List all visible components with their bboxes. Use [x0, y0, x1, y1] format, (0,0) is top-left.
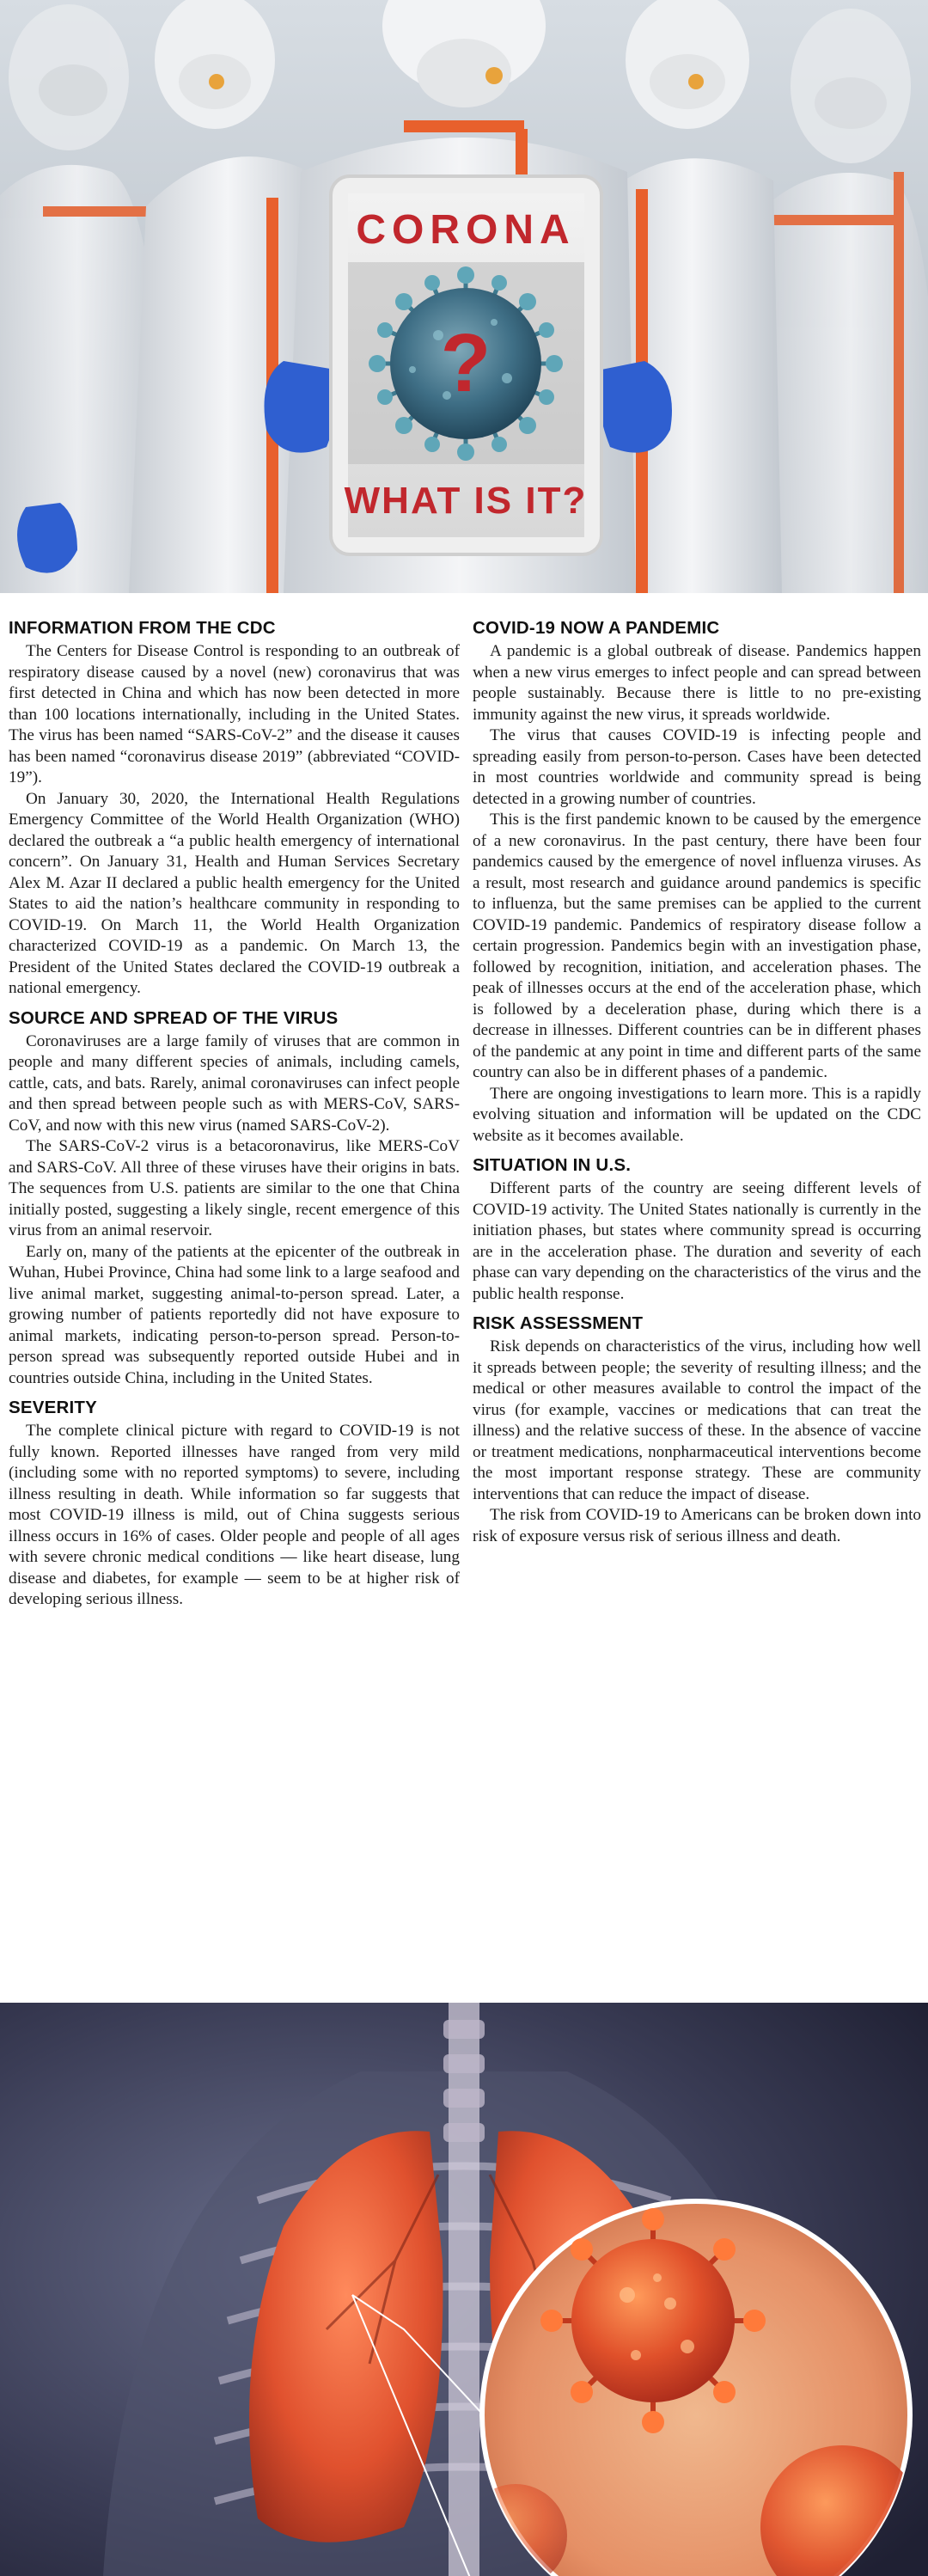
- paragraph: The virus that causes COVID-19 is infecting people and spreading easily from person-to-person. Cases have been detected in most countries worldwide and community spread is being detected in a growing number of countries.: [473, 726, 921, 808]
- paragraph: Different parts of the country are seeing different levels of COVID-19 activity. The United States nationally is currently in the initiation phases, but states where community spread is occurring are in the acceleration phase. The duration and severity of each phase can vary depending on the characteristics of the virus and the public health response.: [473, 1179, 921, 1303]
- paragraph: This is the first pandemic known to be caused by the emergence of a new coronavirus. In the past century, there have been four pandemics caused by the emergence of novel influenza viruses. As a result, most research and guidance around pandemics is specific to influenza, but the same premises can be applied to the current COVID-19 pandemic. Pandemics of respiratory disease follow a certain progression. Pandemics begin with an investigation phase, followed by recognition, initiation, and acceleration phases. The peak of illnesses occurs at the end of the acceleration phase, which is followed by a deceleration phase, during which there is a decrease in illnesses. Different countries can be in different phases of the pandemic at any point in time and different parts of the same country can also be in different phases of a pandemic.: [473, 811, 921, 1081]
- sign-question-mark: ?: [440, 317, 491, 409]
- hazmat-workers-illustration: [0, 0, 928, 593]
- paragraph: Early on, many of the patients at the epicenter of the outbreak in Wuhan, Hubei Province, China had some link to a large seafood and live animal market, suggesting animal-to-person spread. Later, a growing number of patients reportedly did not have exposure to animal markets, indicating person-to-person spread. Person-to-person spread was subsequently reported outside Hubei and in countries outside China, including in the United States.: [9, 1242, 460, 1387]
- paragraph: The Centers for Disease Control is responding to an outbreak of respiratory disease caused by a novel (new) coronavirus that was first detected in China and which has now been detected in more than 100 locations internationally, including in the United States. The virus has been named “SARS-CoV-2” and the disease it causes has been named “coronavirus disease 2019” (abbreviated “COVID-19”).: [9, 642, 460, 786]
- section-heading-us-situation: SITUATION IN U.S.: [473, 1155, 632, 1175]
- paragraph: Risk depends on characteristics of the virus, including how well it spreads between people; the severity of resulting illness; and the medical or other measures available to control the impact of the virus (for example, vaccines or medications that can treat the illness) and the relative success of these. In the absence of vaccine or treatment medications, nonpharmaceutical interventions become the most important response strategy. These are community interventions that can reduce the impact of disease.: [473, 1337, 921, 1503]
- coronavirus-icon: [540, 2208, 766, 2433]
- section-heading-pandemic: COVID-19 NOW A PANDEMIC: [473, 618, 720, 638]
- right-column: [473, 606, 921, 1547]
- article-body: [0, 606, 928, 1981]
- paragraph: There are ongoing investigations to learn more. This is a rapidly evolving situation and information will be updated on the CDC website as it becomes available.: [473, 1084, 921, 1145]
- sign-title: CORONA: [356, 207, 576, 253]
- section-heading-source: SOURCE AND SPREAD OF THE VIRUS: [9, 1007, 339, 1028]
- section-heading-risk: RISK ASSESSMENT: [473, 1313, 644, 1333]
- paragraph: A pandemic is a global outbreak of disease. Pandemics happen when a new virus emerges to infect people and can spread between people sustainably. Because there is little to no pre-existing immunity against the new virus, it spreads worldwide.: [473, 642, 921, 724]
- paragraph: On January 30, 2020, the International Health Regulations Emergency Committee of the World Health Organization (WHO) declared the outbreak a “a public health emergency of international concern”. On January 31, Health and Human Services Secretary Alex M. Azar II declared a public health emergency for the United States to aid the nation’s healthcare community in responding to COVID-19. On March 11, the World Health Organization characterized COVID-19 as a pandemic. On March 13, the President of the United States declared the COVID-19 outbreak a national emergency.: [9, 789, 460, 997]
- paragraph: The SARS-CoV-2 virus is a betacoronavirus, like MERS-CoV and SARS-CoV. All three of these viruses have their origins in bats. The sequences from U.S. patients are similar to the one that China initially posted, suggesting a likely single, recent emergence of this virus from an animal reservoir.: [9, 1137, 460, 1239]
- section-heading-cdc: INFORMATION FROM THE CDC: [9, 618, 276, 638]
- paragraph: Coronaviruses are a large family of viruses that are common in people and many different species of animals, including camels, cattle, cats, and bats. Rarely, animal coronaviruses can infect people and then spread between people such as with MERS-CoV, SARS-CoV, and now with this new virus (named SARS-CoV-2).: [9, 1031, 460, 1135]
- section-heading-severity: SEVERITY: [9, 1398, 97, 1417]
- paragraph: The complete clinical picture with regard to COVID-19 is not fully known. Reported illnesses have ranged from very mild (including some with no reported symptoms) to severe, including illness resulting in death. While information so far suggests that most COVID-19 illness is mild, out of China suggests serious illness occurs in 16% of cases. Older people and people of all ages with severe chronic medical conditions — like heart disease, lung disease and diabetes, for example — seem to be at higher risk of developing serious illness.: [9, 1422, 460, 1608]
- hero-photo: [0, 0, 928, 593]
- paragraph: The risk from COVID-19 to Americans can be broken down into risk of exposure versus risk of serious illness and death.: [473, 1506, 921, 1545]
- sign-subtitle: WHAT IS IT?: [344, 480, 588, 522]
- left-column: [9, 606, 460, 1611]
- lungs-virus-illustration: [0, 2003, 928, 2576]
